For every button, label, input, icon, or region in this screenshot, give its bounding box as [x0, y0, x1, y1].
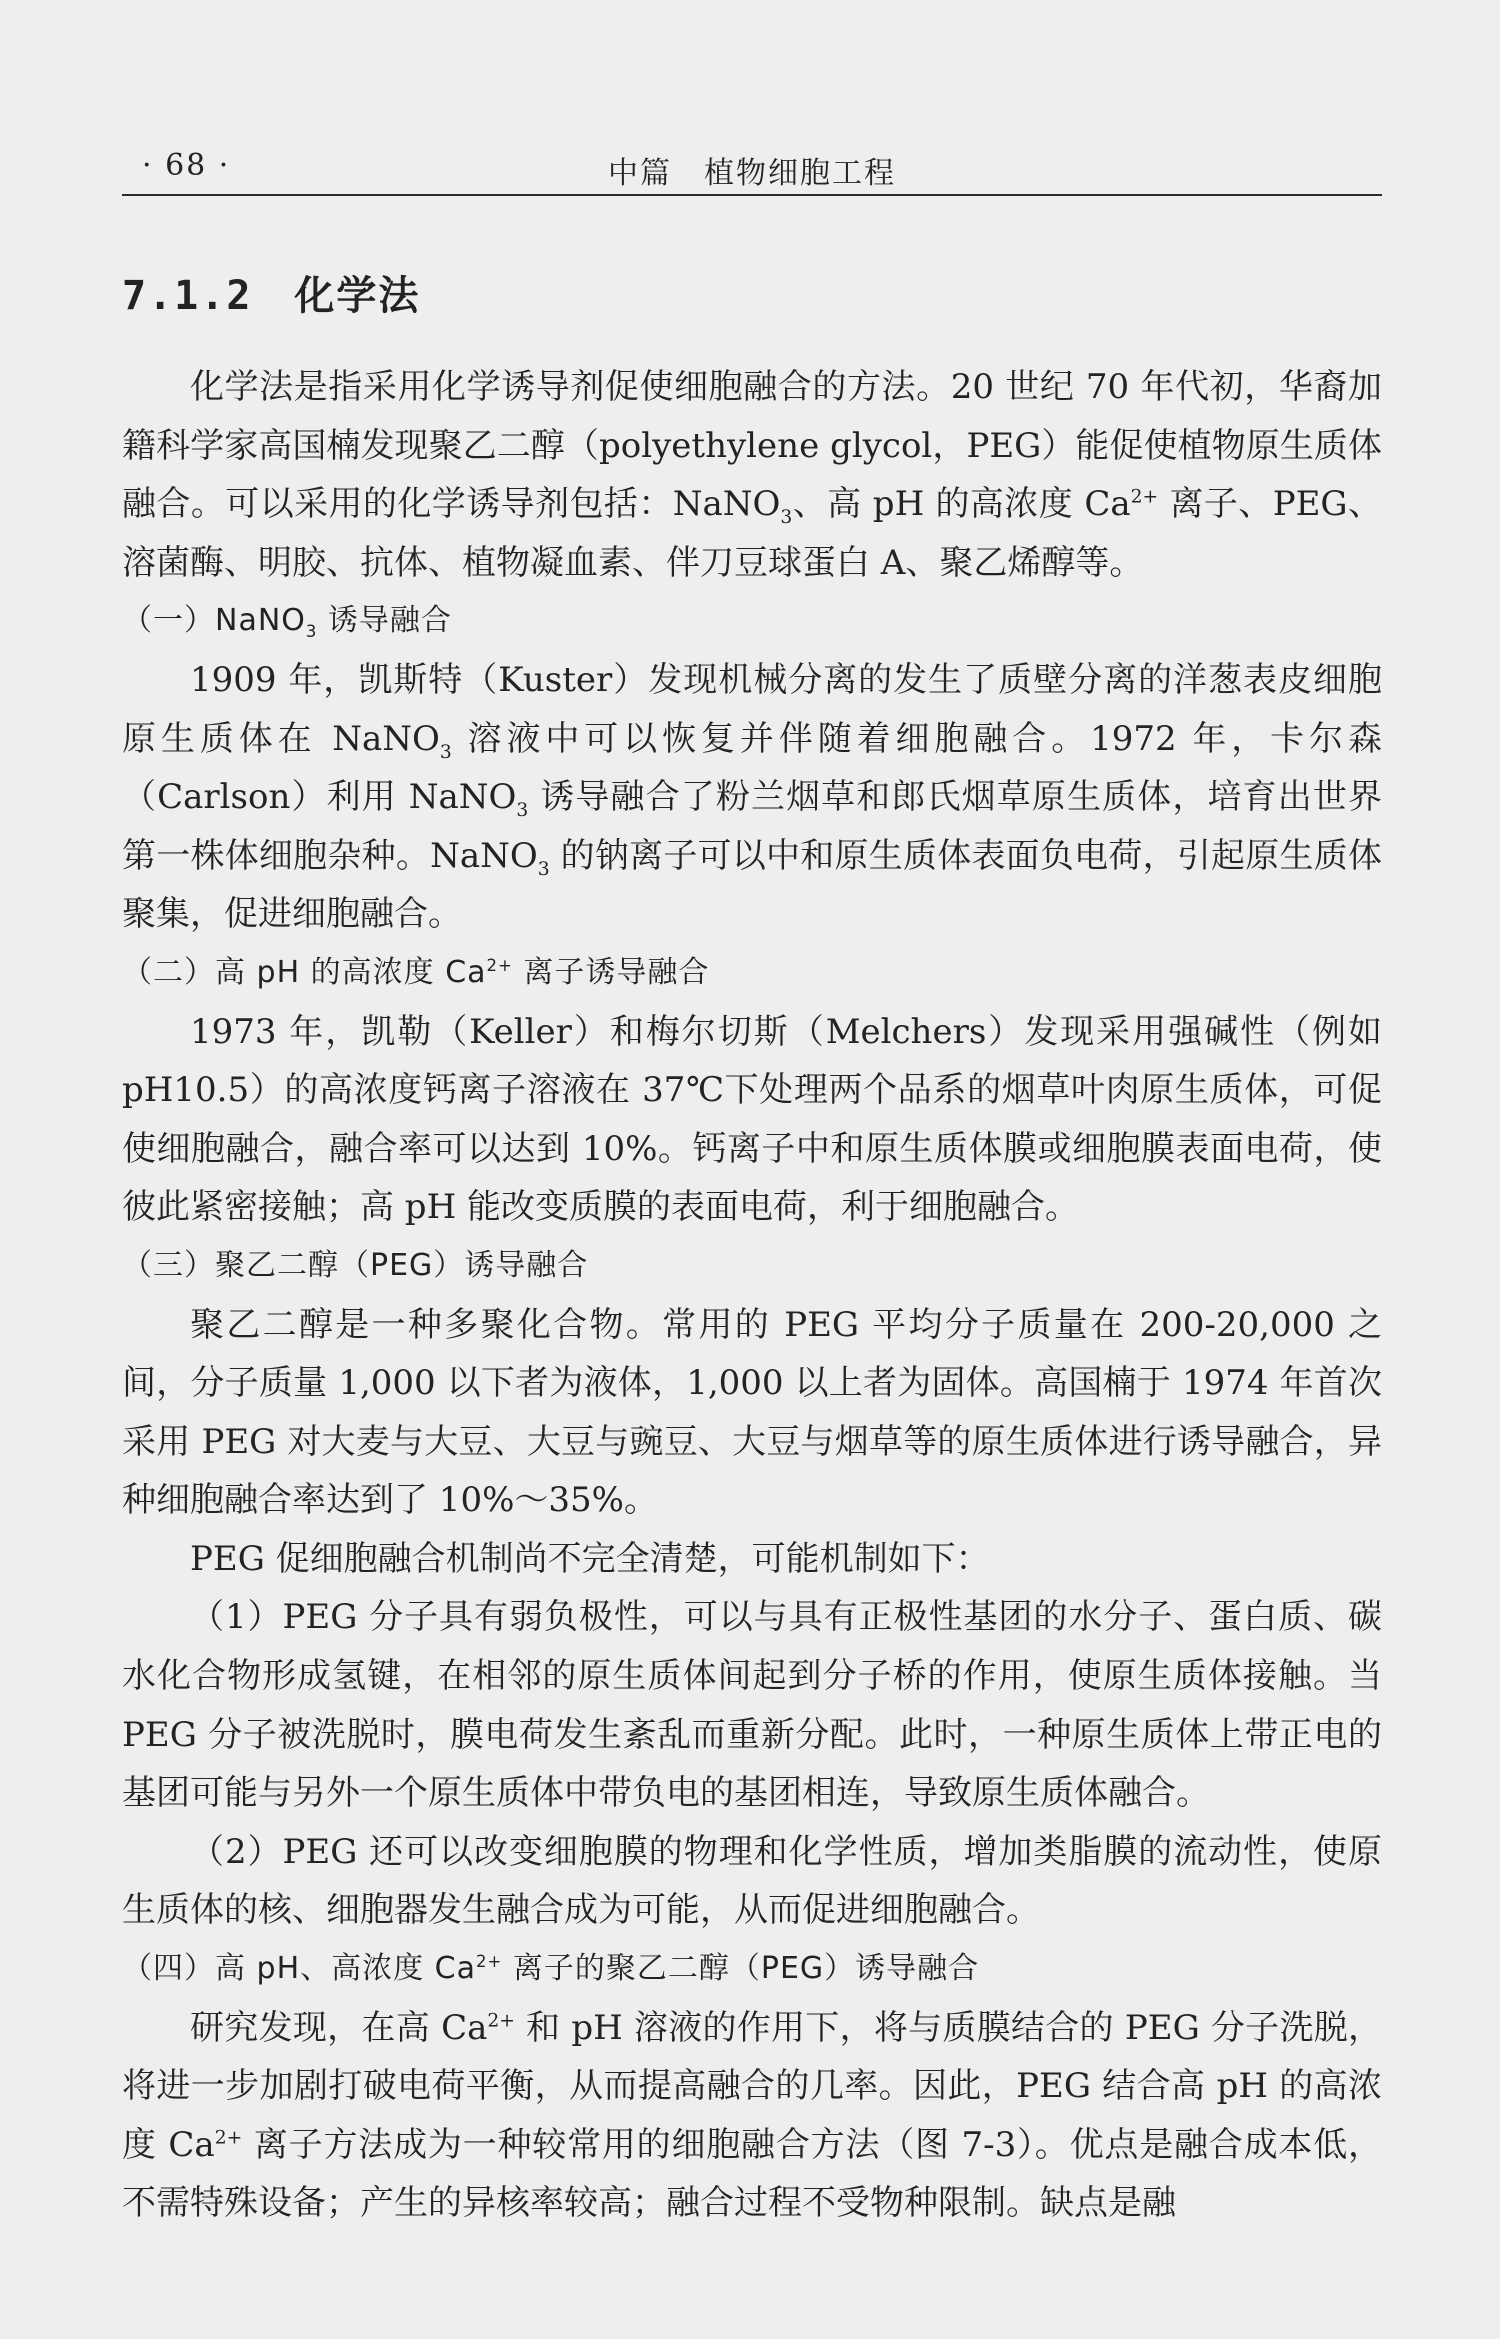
paragraph-peg-high-ph-calcium: [122, 1999, 1382, 2233]
subscript: 3: [516, 799, 529, 821]
paragraph-text: 离子方法成为一种较常用的细胞融合方法（图 7-3）。优点是融合成本低，不需特殊设备；产生的异核率较高；融合过程不受物种限制。缺点是融: [122, 2124, 1383, 2224]
chapter-title: 中篇 植物细胞工程: [608, 156, 896, 191]
subheading-text: 离子的聚乙二醇（PEG）诱导融合: [502, 1951, 980, 1987]
paragraph-high-ph-calcium: 1973 年，凯勒（Keller）和梅尔切斯（Melchers）发现采用强碱性（例如 pH10.5）的高浓度钙离子溶液在 37℃下处理两个品系的烟草叶肉原生质体，可促使细胞融合，融合率可以达到 10%。钙离子中和原生质体膜或细胞膜表面电荷，使彼此紧密接触；高 pH 能改变质膜的表面电荷，利于细胞融合。: [122, 1011, 1382, 1228]
paragraph-text: 和 pH 溶液的作用下，将与质膜结合的 PEG 分子洗脱，将进一步加剧打破电荷平衡，从而提高融合的几率。因此，PEG 结合高 pH 的高浓度 Ca: [122, 2007, 1383, 2165]
paragraph-intro-end: 离子、PEG、溶菌酶、明胶、抗体、植物凝血素、伴刀豆球蛋白 A、聚乙烯醇等。: [122, 484, 1383, 583]
subscript: 3: [305, 622, 318, 642]
subheading-peg: （三）聚乙二醇（PEG）诱导融合: [122, 1247, 589, 1283]
subheading-text: （四）高 pH、高浓度 Ca: [122, 1951, 477, 1987]
subscript: 3: [780, 506, 793, 528]
paragraph-nano3: [122, 651, 1382, 944]
paragraph-text: 的钠离子可以中和原生质体表面负电荷，引起原生质体聚集，促进细胞融合。: [122, 835, 1382, 935]
superscript: 2+: [1130, 486, 1159, 508]
paragraph-text: 诱导融合了粉兰烟草和郎氏烟草原生质体，培育出世界第一株体细胞杂种。NaNO: [122, 777, 1382, 876]
superscript: 2+: [214, 2127, 243, 2149]
subscript: 3: [439, 741, 452, 763]
paragraph-text: 1909 年，凯斯特（Kuster）发现机械分离的发生了质壁分离的洋葱表皮细胞原生质体在 NaNO: [122, 659, 1382, 759]
superscript: 2+: [486, 955, 513, 975]
superscript: 2+: [487, 2010, 515, 2032]
page-number: · 68 ·: [142, 148, 231, 183]
nano3-formula: NaNO: [672, 484, 781, 525]
paragraph-peg: 聚乙二醇是一种多聚化合物。常用的 PEG 平均分子质量在 200-20,000 之间，分子质量 1,000 以下者为液体，1,000 以上者为固体。高国楠于 1974 年首次采用 PEG 对大麦与大豆、大豆与豌豆、大豆与烟草等的原生质体进行诱导融合，异种细胞融合率达到了 10%～35%。: [122, 1304, 1382, 1521]
subheading-peg-high-ph-calcium: [122, 1940, 1382, 1999]
paragraph-intro-cont: 、高 pH 的高浓度 Ca: [792, 484, 1131, 525]
paragraph-peg-mechanism-1: （1）PEG 分子具有弱负极性，可以与具有正极性基团的水分子、蛋白质、碳水化合物形成氢键，在相邻的原生质体间起到分子桥的作用，使原生质体接触。当 PEG 分子被洗脱时，膜电荷发生紊乱而重新分配。此时，一种原生质体上带正电的基团可能与另外一个原生质体中带负电的基团相连，导致原生质体融合。: [122, 1597, 1382, 1814]
section-heading: 7.1.2 化学法: [122, 273, 421, 319]
paragraph-text: 研究发现，在高 Ca: [190, 2007, 488, 2048]
subscript: 3: [537, 858, 550, 880]
page-content: [122, 268, 1382, 2233]
subheading-text: （一）NaNO: [122, 603, 306, 639]
paragraph-text: 溶液中可以恢复并伴随着细胞融合。1972 年，卡尔森（Carlson）利用 NaNO: [122, 718, 1382, 818]
subheading-text: 诱导融合: [317, 603, 452, 639]
subheading-nano3: [122, 592, 1382, 651]
paragraph-intro-text: 化学法是指采用化学诱导剂促使细胞融合的方法。20 世纪 70 年代初，华裔加籍科学家高国楠发现聚乙二醇（polyethylene glycol，PEG）能促使植物原生质体融合。可以采用的化学诱导剂包括：: [122, 367, 1382, 525]
paragraph-peg-mechanism: PEG 促细胞融合机制尚不完全清楚，可能机制如下：: [190, 1538, 990, 1579]
subheading-text: 离子诱导融合: [512, 954, 710, 990]
running-header: [122, 148, 1382, 196]
paragraph-intro: [122, 358, 1382, 592]
subheading-high-ph-calcium: [122, 944, 1382, 1003]
paragraph-peg-mechanism-2: （2）PEG 还可以改变细胞膜的物理和化学性质，增加类脂膜的流动性，使原生质体的核、细胞器发生融合成为可能，从而促进细胞融合。: [122, 1831, 1382, 1931]
subheading-text: （二）高 pH 的高浓度 Ca: [122, 954, 487, 990]
superscript: 2+: [476, 1952, 503, 1972]
